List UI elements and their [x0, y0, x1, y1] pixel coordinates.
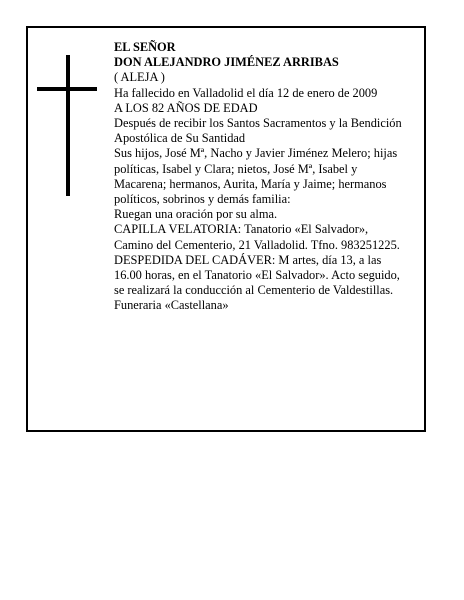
death-statement: Ha fallecido en Valladolid el día 12 de enero de 2009 — [114, 85, 378, 100]
family-list: Sus hijos, José Mª, Nacho y Javier Jiménez Melero; hijas políticas, Isabel y Clara; nietos, José Mª, Isabel y Macarena; hermanos, Aurita, María y Jaime; hermanos políticos, sobrinos y demás familia: — [114, 146, 398, 207]
age-statement: A LOS 82 AÑOS DE EDAD — [114, 100, 258, 115]
notice-title: EL SEÑOR — [114, 40, 176, 54]
obituary-text — [114, 40, 410, 314]
cross-horizontal-bar — [37, 87, 97, 91]
deceased-nickname: ( ALEJA ) — [114, 70, 165, 85]
deceased-name: DON ALEJANDRO JIMÉNEZ ARRIBAS — [114, 55, 339, 70]
chapel-info: CAPILLA VELATORIA: Tanatorio «El Salvador», Camino del Cementerio, 21 Valladolid. Tfno. 983251225. — [114, 222, 400, 252]
funeral-home: Funeraria «Castellana» — [114, 298, 229, 313]
sacraments-statement: Después de recibir los Santos Sacramentos y la Bendición Apostólica de Su Santidad — [114, 116, 402, 146]
farewell-info: DESPEDIDA DEL CADÁVER: M artes, día 13, a las 16.00 horas, en el Tanatorio «El Salvador». Acto seguido, se realizará la conducción al Cementerio de Valdestillas. — [114, 252, 400, 298]
cross-vertical-bar — [66, 55, 70, 196]
prayer-request: Ruegan una oración por su alma. — [114, 207, 278, 222]
